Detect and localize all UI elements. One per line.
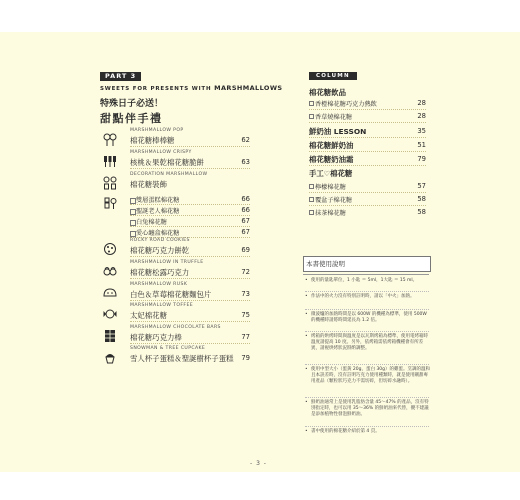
toc-entry-title[interactable]: 棉花糖松露巧克力 xyxy=(130,268,190,277)
usage-note: • 烤箱的烘烤時間與溫度是以瓦斯烤箱為標準，使用電烤箱時溫度請提高 10 度。另外，依烤箱需依烤箱機種會有所差異，請視烘烤狀況斟酌調整。 xyxy=(305,334,428,351)
toc-divider xyxy=(130,204,250,205)
column-item-bullet xyxy=(309,184,314,189)
column-item-title[interactable]: 抹茶棉花糖 xyxy=(315,210,346,217)
toc-subentry-title[interactable]: 聖誕老人棉花糖 xyxy=(136,208,180,215)
column-item-bullet xyxy=(309,197,314,202)
column-divider xyxy=(309,205,426,206)
part-subtitle xyxy=(100,84,282,92)
toc-entry-title[interactable]: 棉花糖裝飾 xyxy=(130,180,167,189)
toc-entry-en: SNOWMAN & TREE CUPCAKE xyxy=(130,346,206,351)
column-item-page: 58 xyxy=(417,195,426,203)
bullet-icon: • xyxy=(305,312,308,317)
column-group-title[interactable]: 棉花糖鮮奶油 xyxy=(309,141,354,150)
toc-divider xyxy=(130,343,250,344)
column-item-page: 57 xyxy=(417,182,426,190)
usage-note-divider xyxy=(305,331,429,332)
usage-note: • 使用中型大小（蛋黃 20g，蛋白 30g）的雞蛋。烹調的溫和且本誤差時，沒有註明巧克力使用種類時，就是使用剛甜專用產品（顆粒狀巧克力不需切碎，但切碎水融時）。 xyxy=(305,367,431,384)
usage-note: • 鮮奶油通常上是使用乳脂肪含量 45〜47% 的產品，沒有特別指定時，也可以用 35〜36% 的鮮奶油來代替，優不建議是添加植物性發泡鮮奶油。 xyxy=(305,400,429,417)
usage-note-divider xyxy=(305,364,429,365)
toc-entry-title[interactable]: 棉花糖巧克力棒 xyxy=(130,333,182,342)
bullet-icon: • xyxy=(305,400,308,405)
toc-entry-page: 75 xyxy=(241,311,250,319)
toc-entry-en: ROCKY ROAD COOKIES xyxy=(130,238,190,243)
usage-note-divider xyxy=(305,291,429,292)
toc-divider xyxy=(130,256,250,257)
toc-entry-page: 69 xyxy=(241,246,250,254)
crispy-bar-icon xyxy=(103,154,117,168)
toc-entry-en: MARSHMALLOW TOFFEE xyxy=(130,303,194,308)
column-item-bullet xyxy=(309,210,314,215)
toc-entry-page: 63 xyxy=(241,158,250,166)
column-divider xyxy=(309,151,426,152)
bullet-icon: • xyxy=(305,429,308,434)
toc-entry-en: MARSHMALLOW RUSK xyxy=(130,282,188,287)
toc-entry-title[interactable]: 太妃棉花糖 xyxy=(130,311,167,320)
toc-divider xyxy=(130,321,250,322)
toc-subentry-page: 66 xyxy=(241,195,250,203)
part-badge: PART 3 xyxy=(100,72,141,81)
toc-entry-en: MARSHMALLOW POP xyxy=(130,128,184,133)
column-badge: COLUMN xyxy=(309,72,357,80)
toc-divider xyxy=(130,278,250,279)
toc-subentry-page: 67 xyxy=(241,228,250,236)
toc-divider xyxy=(130,300,250,301)
cupcake-icon xyxy=(103,350,117,364)
toc-entry-en: MARSHMALLOW CRISPY xyxy=(130,150,192,155)
toc-entry-page: 77 xyxy=(241,333,250,341)
column-item-bullet xyxy=(309,114,314,119)
toc-entry-page: 72 xyxy=(241,268,250,276)
toc-divider xyxy=(130,226,250,227)
usage-notes-divider xyxy=(303,274,429,275)
column-group-title[interactable] xyxy=(309,168,352,179)
part-subtitle-prefix: SWEETS FOR PRESENTS WITH xyxy=(100,86,212,92)
column-group-title[interactable]: 棉花糖奶油霜 xyxy=(309,155,354,164)
lollipop-icon xyxy=(103,133,117,147)
column-item-bullet xyxy=(309,101,314,106)
toc-entry-page: 62 xyxy=(241,136,250,144)
column-item-title[interactable]: 覆盆子棉花糖 xyxy=(315,197,353,204)
decoration-icon xyxy=(103,176,117,190)
column-item-title[interactable]: 香橙棉花糖巧克力熱飲 xyxy=(315,101,377,108)
truffle-icon xyxy=(103,264,117,278)
heart-icon: ♡ xyxy=(323,170,331,178)
toc-subentry-title[interactable]: 雙層蛋糕棉花糖 xyxy=(136,197,180,204)
usage-note: • 微波爐的加熱時間是以 600W 的機種為標準，使用 500W 的機種時請將時間延長為 1.2 倍。 xyxy=(305,312,427,323)
toffee-icon xyxy=(103,307,117,321)
cookie-icon xyxy=(103,242,117,256)
rusk-icon xyxy=(103,286,117,300)
column-group-page: 79 xyxy=(417,155,426,163)
toc-entry-title[interactable]: 棉花糖巧克力餅乾 xyxy=(130,246,190,255)
column-group-title-prefix: 手工 xyxy=(309,169,324,178)
toc-entry-en: MARSHMALLOW IN TRUFFLE xyxy=(130,260,204,265)
bullet-icon: • xyxy=(305,294,308,299)
bullet-icon: • xyxy=(305,278,308,283)
bottom-margin xyxy=(0,472,520,500)
special-label: 特殊日子必送！ xyxy=(100,99,164,109)
toc-subentry-page: 66 xyxy=(241,206,250,214)
column-group-page: 35 xyxy=(417,127,426,135)
toc-divider xyxy=(130,146,250,147)
toc-divider xyxy=(130,215,250,216)
toc-entry-title[interactable]: 棉花糖棒棒糖 xyxy=(130,136,175,145)
cake-marshmallow-icon xyxy=(103,196,117,210)
part-title: 甜點伴手禮 xyxy=(100,112,163,125)
toc-entry-title[interactable]: 白色＆草莓棉花糖麵包片 xyxy=(130,290,212,299)
column-item-title[interactable]: 檸檬棉花糖 xyxy=(315,184,346,191)
bullet-icon: • xyxy=(305,367,308,372)
column-divider xyxy=(309,192,426,193)
toc-divider xyxy=(130,168,250,169)
column-item-page: 58 xyxy=(417,208,426,216)
column-group-page: 51 xyxy=(417,141,426,149)
usage-note-divider xyxy=(305,309,429,310)
toc-entry-en: DECORATION MARSHMALLOW xyxy=(130,172,208,177)
column-group-title[interactable]: 鮮奶油 LESSON xyxy=(309,127,367,136)
usage-note-divider xyxy=(305,397,429,398)
toc-entry-page: 79 xyxy=(241,354,250,362)
column-group-title[interactable]: 棉花糖飲品 xyxy=(309,88,346,97)
toc-subentry-title[interactable]: 愛心纏盒棉花糖 xyxy=(136,230,180,237)
toc-entry-title[interactable]: 雪人杯子蛋糕＆聖誕樹杯子蛋糕 xyxy=(130,354,234,363)
column-divider xyxy=(309,109,426,110)
bullet-icon: • xyxy=(305,334,308,339)
usage-note: • 書中使用的棉花糖介紹於第 4 頁。 xyxy=(305,429,380,434)
toc-subentry-page: 67 xyxy=(241,217,250,225)
column-item-title[interactable]: 香草燒棉花糖 xyxy=(315,114,353,121)
toc-entry-en: MARSHMALLOW CHOCOLATE BARS xyxy=(130,325,221,330)
column-item-page: 28 xyxy=(417,99,426,107)
usage-notes-title: 本書使用說明 xyxy=(306,260,345,268)
chocolate-bar-icon xyxy=(103,329,117,343)
usage-note: • 作法中的火力沒有特別註明時，請以「中火」加熱。 xyxy=(305,294,415,299)
toc-entry-page: 73 xyxy=(241,290,250,298)
column-item-page: 28 xyxy=(417,112,426,120)
top-margin xyxy=(0,0,520,32)
column-group-title-suffix: 棉花糖 xyxy=(330,169,353,178)
column-divider xyxy=(309,165,426,166)
usage-note-divider xyxy=(305,426,429,427)
toc-entry-title[interactable]: 核桃＆果乾棉花糖脆餅 xyxy=(130,158,204,167)
usage-note: • 使用的量匙單位，1 小匙 ＝ 5ml，1大匙 ＝ 15 ml。 xyxy=(305,278,418,283)
column-divider xyxy=(309,122,426,123)
part-subtitle-brand: MARSHMALLOWS xyxy=(214,84,283,92)
column-divider xyxy=(309,137,426,138)
toc-subentry-title[interactable]: 白兔棉花糖 xyxy=(136,219,167,226)
page-number: - 3 - xyxy=(250,460,267,467)
